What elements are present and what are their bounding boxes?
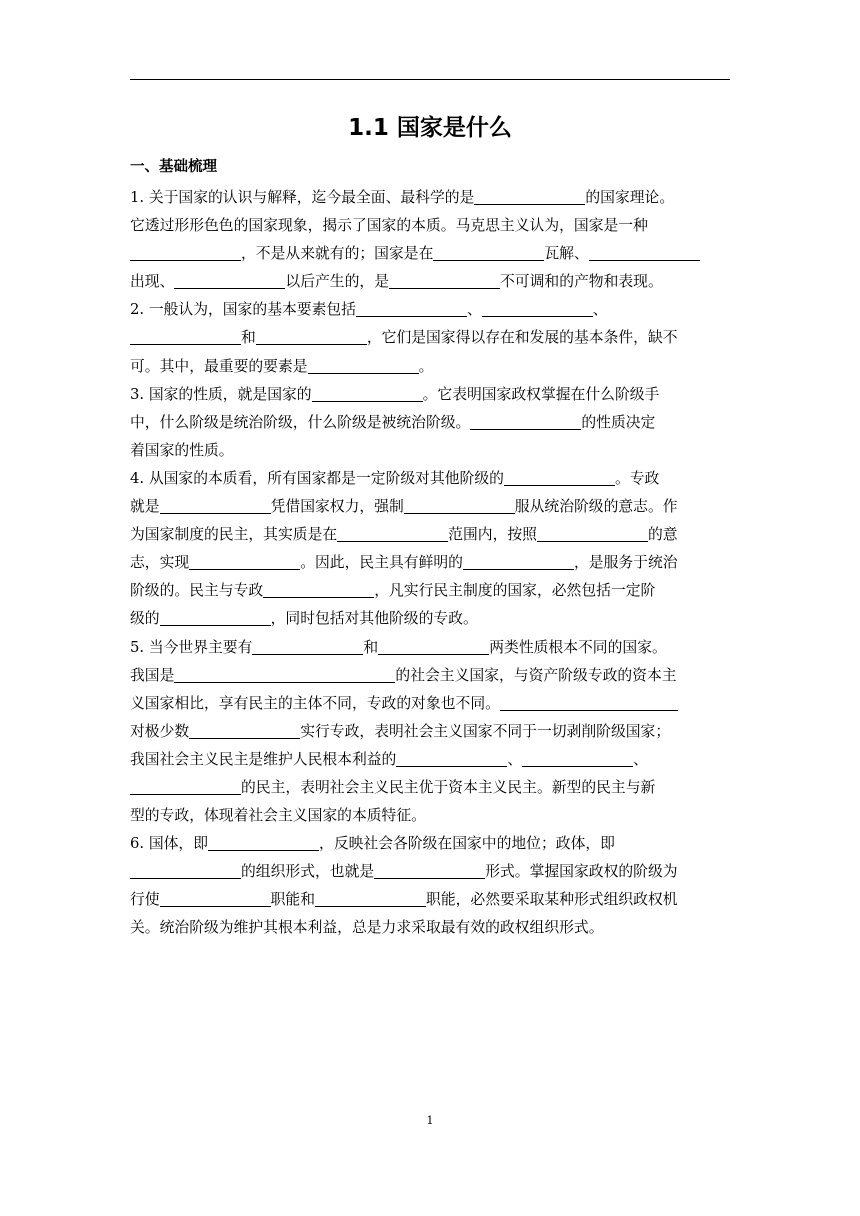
text-line: 志，实现 。因此，民主具有鲜明的 ，是服务于统治 xyxy=(130,554,678,572)
fill-blank[interactable] xyxy=(252,637,363,655)
text-line: 的组织形式，也就是 形式。掌握国家政权的阶级为 xyxy=(130,858,730,886)
fill-blank[interactable] xyxy=(174,271,285,289)
section-heading: 一、基础梳理 xyxy=(130,159,217,175)
fill-blank[interactable] xyxy=(522,749,633,767)
text-line: 1. 关于国家的认识与解释，迄今最全面、最科学的是 的国家理论。 xyxy=(130,189,675,206)
text-line: 阶级的。民主与专政 ，凡实行民主制度的国家，必然包括一定阶 xyxy=(130,582,656,600)
fill-blank[interactable] xyxy=(189,721,300,739)
text-line: 关。统治阶级为维护其根本利益，总是力求采取最有效的政权组织形式。 xyxy=(130,919,604,937)
fill-blank[interactable] xyxy=(160,496,271,514)
exercise-content xyxy=(130,184,730,943)
fill-blank[interactable] xyxy=(160,608,271,626)
fill-blank[interactable] xyxy=(433,243,544,261)
text-line: 型的专政，体现着社会主义国家的本质特征。 xyxy=(130,807,426,825)
fill-blank[interactable] xyxy=(470,412,581,430)
fill-blank[interactable] xyxy=(389,271,500,289)
question-6 xyxy=(130,830,730,942)
text-line: 4. 从国家的本质看，所有国家都是一定阶级对其他阶级的 。专政 xyxy=(130,469,660,487)
text-line: 就是 凭借国家权力，强制 服从统治阶级的意志。作 xyxy=(130,498,678,516)
text-line: 对极少数 实行专政，表明社会主义国家不同于一切剥削阶级国家； xyxy=(130,722,671,740)
question-5 xyxy=(130,634,730,831)
fill-blank[interactable] xyxy=(312,384,423,402)
text-line: 级的 ，同时包括对其他阶级的专政。 xyxy=(130,610,478,628)
fill-blank[interactable] xyxy=(174,665,395,683)
text-line: 6. 国体，即 ，反映社会各阶级在国家中的地位；政体，即 xyxy=(130,835,615,853)
question-2 xyxy=(130,296,730,380)
fill-blank[interactable] xyxy=(308,356,419,374)
fill-blank[interactable] xyxy=(337,524,448,542)
page-title: 1.1 国家是什么 xyxy=(348,115,512,141)
text-line: 我国社会主义民主是维护人民根本利益的 、 、 xyxy=(130,750,648,768)
text-line: 和 ，它们是国家得以存在和发展的基本条件，缺不 xyxy=(130,324,730,352)
text-line: 5. 当今世界主要有 和 两类性质根本不同的国家。 xyxy=(130,638,667,656)
fill-blank[interactable] xyxy=(160,889,271,907)
fill-blank[interactable] xyxy=(208,833,319,851)
fill-blank[interactable] xyxy=(500,693,678,711)
fill-blank[interactable] xyxy=(130,327,241,345)
fill-blank[interactable] xyxy=(589,243,700,261)
fill-blank[interactable] xyxy=(396,749,507,767)
text-line: 为国家制度的民主，其实质是在 范围内，按照 的意 xyxy=(130,526,678,544)
fill-blank[interactable] xyxy=(404,496,515,514)
question-4 xyxy=(130,465,730,634)
fill-blank[interactable] xyxy=(504,468,615,486)
text-line: 着国家的性质。 xyxy=(130,441,234,459)
page-number: 1 xyxy=(426,1114,434,1127)
fill-blank[interactable] xyxy=(130,861,241,879)
text-line: 行使 职能和 职能，必然要采取某种形式组织政权机 xyxy=(130,891,678,909)
fill-blank[interactable] xyxy=(463,552,574,570)
question-1 xyxy=(130,184,730,296)
header-rule xyxy=(130,79,730,80)
text-line: 3. 国家的性质，就是国家的 。它表明国家政权掌握在什么阶级手 xyxy=(130,385,660,403)
fill-blank[interactable] xyxy=(378,637,489,655)
fill-blank[interactable] xyxy=(374,861,485,879)
fill-blank[interactable] xyxy=(537,524,648,542)
fill-blank[interactable] xyxy=(189,552,300,570)
fill-blank[interactable] xyxy=(256,327,367,345)
fill-blank[interactable] xyxy=(263,580,374,598)
fill-blank[interactable] xyxy=(356,299,467,317)
fill-blank[interactable] xyxy=(474,187,585,205)
text-line: 它透过形形色色的国家现象，揭示了国家的本质。马克思主义认为，国家是一种 xyxy=(130,217,648,235)
question-3 xyxy=(130,381,730,465)
text-line: ，不是从来就有的；国家是在 瓦解、 xyxy=(130,240,730,268)
fill-blank[interactable] xyxy=(130,777,241,795)
text-line: 义国家相比，享有民主的主体不同，专政的对象也不同。 xyxy=(130,690,730,718)
fill-blank[interactable] xyxy=(482,299,593,317)
fill-blank[interactable] xyxy=(130,243,241,261)
text-line: 我国是 的社会主义国家，与资产阶级专政的资本主 xyxy=(130,666,677,684)
text-line: 2. 一般认为，国家的基本要素包括 、 、 xyxy=(130,301,608,319)
text-line: 的民主，表明社会主义民主优于资本主义民主。新型的民主与新 xyxy=(130,774,730,802)
text-line: 中，什么阶级是统治阶级，什么阶级是被统治阶级。 的性质决定 xyxy=(130,413,656,431)
text-line: 可。其中，最重要的要素是 。 xyxy=(130,357,434,375)
fill-blank[interactable] xyxy=(315,889,426,907)
text-line: 出现、 以后产生的，是 不可调和的产物和表现。 xyxy=(130,273,663,291)
